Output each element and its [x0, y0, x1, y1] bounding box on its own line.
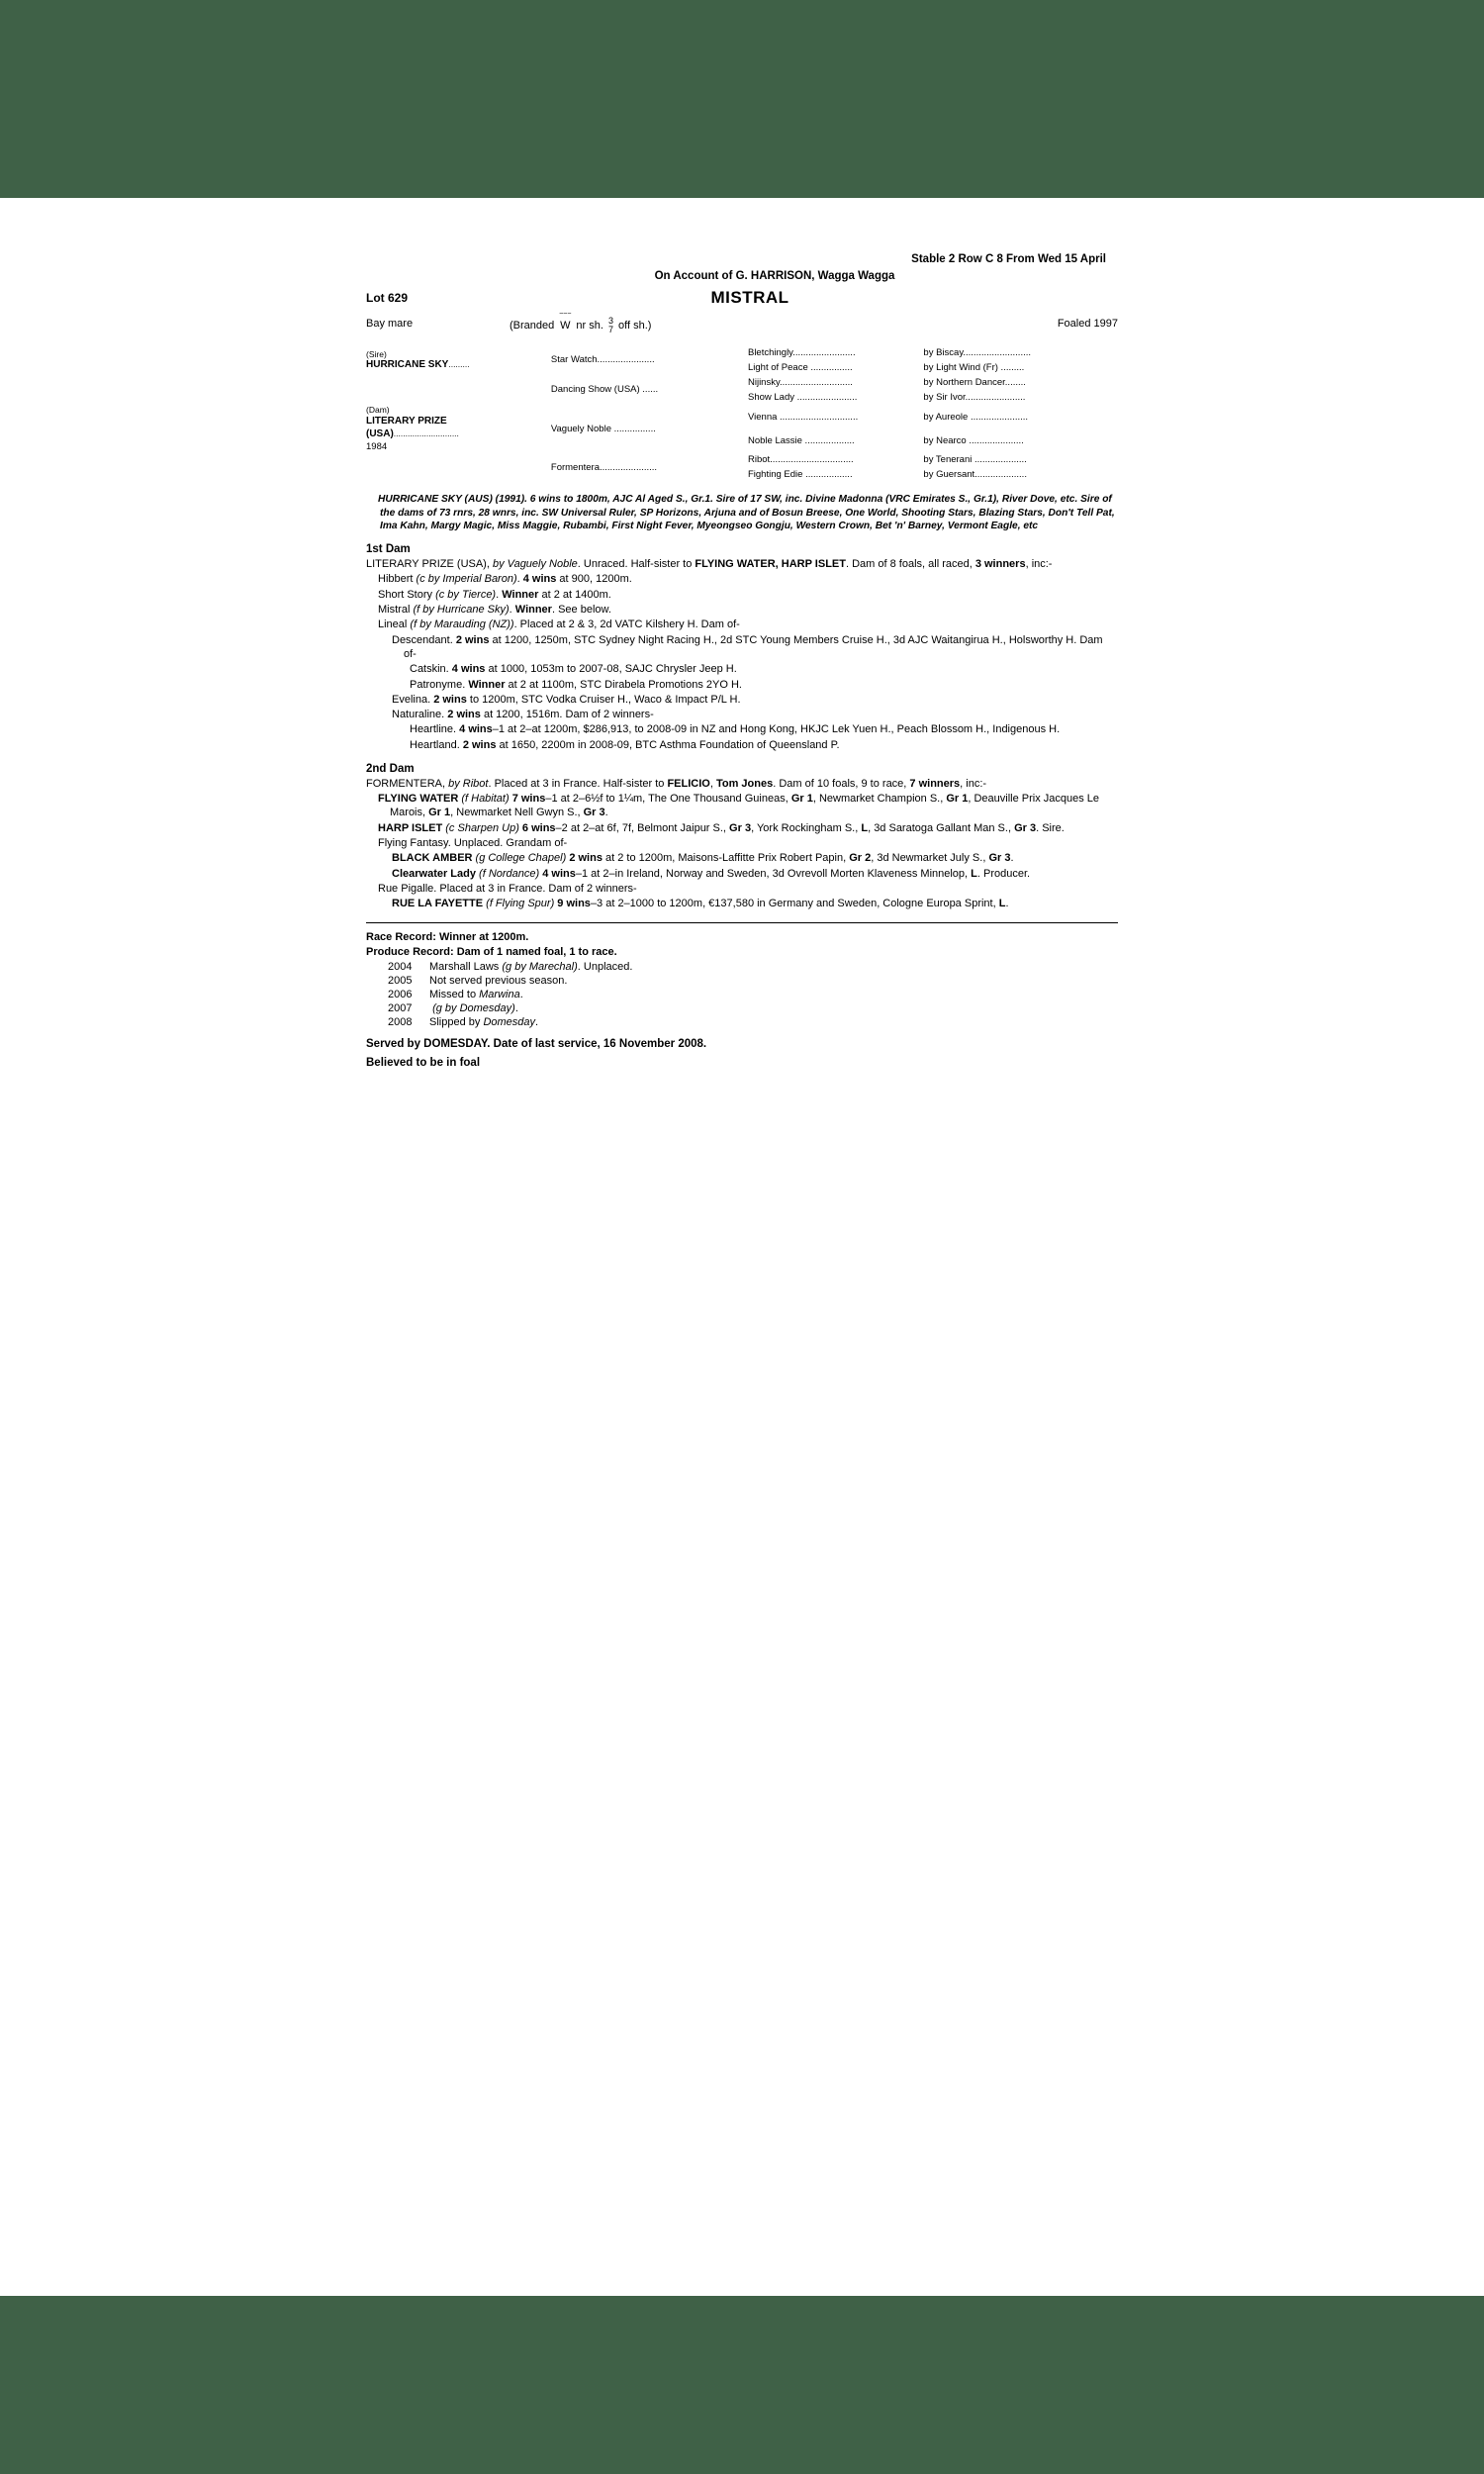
ggp-name: Ribot [747, 454, 771, 466]
pedigree-entry [366, 738, 1118, 752]
gggp-dots: .................... [974, 469, 1027, 481]
pedigree-entry [366, 867, 1118, 881]
text-run: (f by Marauding (NZ)) [410, 618, 514, 631]
first-dam-lead [366, 557, 1118, 571]
produce-year: 2004 [388, 960, 413, 973]
foaled-year: Foaled 1997 [1057, 318, 1118, 331]
text-run: –2 at 2–at 6f, 7f, Belmont Jaipur S., [555, 821, 730, 834]
dam-tag: (Dam) [366, 405, 390, 416]
produce-row [388, 1001, 1118, 1015]
ggp-cell [742, 390, 923, 405]
sire-name-dots: ......... [448, 359, 470, 370]
text-run: . [604, 807, 608, 819]
text-run: , inc:- [1025, 558, 1053, 571]
catalogue-page [0, 198, 1484, 2296]
gggp-dots: ...................... [968, 411, 1029, 423]
text-run: 7 winners [909, 777, 961, 790]
gggp-name: by Tenerani [923, 454, 973, 466]
horse-name: MISTRAL [710, 288, 789, 308]
gp-name: Star Watch [550, 354, 598, 366]
text-run: FLYING WATER, HARP ISLET [695, 558, 846, 571]
stable-line: Stable 2 Row C 8 From Wed 15 April [911, 253, 1106, 265]
text-run: LITERARY PRIZE (USA), [366, 558, 493, 571]
text-run: . [535, 1015, 539, 1028]
text-run: Hibbert [378, 573, 417, 586]
text-run: 2 wins [462, 738, 497, 751]
text-run: Gr 1 [428, 807, 451, 819]
brand-mark-top: ~~~ [559, 311, 572, 319]
ggp-name: Light of Peace [747, 361, 808, 373]
sire-tag: (Sire) [366, 348, 387, 359]
race-record-value: Winner at 1200m. [435, 931, 529, 944]
text-run: BLACK AMBER [392, 852, 476, 865]
text-run: 7 wins [511, 793, 546, 806]
dam-name2-wrap [366, 428, 541, 441]
gggp-name: by Aureole [923, 411, 969, 423]
text-run: Lineal [378, 618, 411, 631]
text-run: Catskin. [410, 663, 452, 676]
text-run: Marshall Laws [429, 960, 503, 973]
text-run: Gr 3 [988, 852, 1011, 865]
gp-dots: ...... [639, 384, 659, 396]
ggp-name: Noble Lassie [747, 434, 802, 446]
text-run: . Unraced. Half-sister to [577, 558, 696, 571]
gggp-dots: .......................... [963, 346, 1031, 358]
sire-summary: HURRICANE SKY (AUS) (1991). 6 wins to 1800m, AJC Al Aged S., Gr.1. Sire of 17 SW, inc. Divine Madonna (VRC Emirates S., Gr.1), River Dove, etc. Sire of the dams of 73 rnrs, 28 wnrs, inc. SW Universal Ruler, SP Horizons, Arjuna and of Bosun Breese, One World, Shooting Stars, Blazing Stars, Don't Tell Pat, Ima Kahn, Margy Magic, Miss Maggie, Rubambi, First Night Fever, Myeongseo Gongju, Western Crown, Bet 'n' Barney, Vermont Eagle, etc [378, 494, 1115, 531]
ggp-cell [742, 468, 923, 483]
ggp-name: Fighting Edie [747, 469, 803, 481]
text-run: at 2 at 1100m, STC Dirabela Promotions 2YO H. [505, 678, 742, 691]
text-run: . Placed at 3 in France. Half-sister to [488, 777, 668, 790]
gggp-cell [923, 345, 1118, 360]
text-run: (f Flying Spur) [486, 898, 555, 910]
pedigree-entry [366, 588, 1118, 602]
colour-sex: Bay mare [366, 318, 414, 331]
text-run: Gr 1 [946, 793, 969, 806]
text-run: (g by Marechal) [502, 960, 578, 973]
sire-dam-cell [541, 375, 742, 405]
text-run: (c by Imperial Baron) [416, 573, 517, 586]
text-run: . [509, 604, 515, 617]
table-row [366, 375, 1118, 390]
text-run: L [998, 898, 1006, 910]
produce-year: 2005 [388, 974, 413, 987]
text-run: by Vaguely Noble [492, 558, 578, 571]
ggp-dots: ............................ [780, 376, 853, 388]
produce-record-label: Produce Record: [366, 946, 454, 959]
ggp-name: Show Lady [747, 391, 794, 403]
dam-name-dots: ............................ [393, 428, 459, 439]
text-run: . [1010, 852, 1014, 865]
gp-name: Vaguely Noble [550, 423, 611, 434]
text-run: 4 wins [542, 867, 576, 880]
text-run: Domesday [483, 1015, 536, 1028]
ggp-name: Bletchingly [747, 346, 793, 358]
text-run: –3 at 2–1000 to 1200m, €137,580 in Germany and Sweden, Cologne Europa Sprint, [590, 898, 999, 910]
text-run: at 1200, 1250m, STC Sydney Night Racing H., 2d STC Young Members Cruise H., 3d AJC Waitangirua H., Holsworthy H. Dam of- [404, 633, 1103, 660]
text-run: Gr 2 [849, 852, 872, 865]
produce-year: 2008 [388, 1015, 413, 1028]
text-run: Naturaline. [392, 709, 448, 721]
text-run: Gr 3 [1014, 821, 1037, 834]
in-foal-line: Believed to be in foal [366, 1056, 481, 1069]
brand-fraction-num: 3 [607, 316, 613, 327]
ggp-cell [742, 345, 923, 360]
text-run: FLYING WATER [378, 793, 462, 806]
text-run: (f Habitat) [461, 793, 510, 806]
text-run: Gr 1 [790, 793, 813, 806]
pedigree-entry [366, 851, 1118, 865]
text-run: Gr 3 [729, 821, 752, 834]
description-row [366, 311, 1118, 335]
text-run: Winner [468, 678, 506, 691]
gggp-cell [923, 390, 1118, 405]
text-run: (c Sharpen Up) [445, 821, 519, 834]
ggp-dots: .................. [802, 469, 853, 481]
pedigree-entry [366, 572, 1118, 586]
lot-number: Lot 629 [366, 291, 409, 306]
ggp-dots: ....................... [794, 391, 858, 403]
text-run: Heartline. [410, 723, 460, 736]
gggp-cell [923, 429, 1118, 453]
gggp-name: by Light Wind (Fr) [923, 361, 998, 373]
race-record-label: Race Record: [366, 931, 436, 944]
dam-sire-cell [541, 405, 742, 453]
text-run: by Ribot [448, 777, 489, 790]
produce-rows [366, 960, 1118, 1029]
text-run: , 3d Newmarket July S., [871, 852, 989, 865]
text-run: HARP ISLET [378, 821, 446, 834]
gggp-name: by Guersant [923, 469, 975, 481]
gggp-dots: ....................... [965, 391, 1026, 403]
dam-name: LITERARY PRIZE [366, 416, 447, 428]
pedigree-entry [366, 662, 1118, 676]
gggp-dots: ......... [997, 361, 1025, 373]
brand-description [510, 311, 652, 335]
gp-dots: ................ [610, 423, 656, 434]
catalogue-sheet [366, 198, 1118, 1070]
ggp-dots: ................ [807, 361, 853, 373]
text-run: at 2 at 1400m. [538, 588, 611, 601]
text-run: . Dam of 8 foals, all raced, [845, 558, 975, 571]
second-dam-title: 2nd Dam [366, 763, 415, 775]
dam-name2: (USA) [366, 428, 394, 440]
pedigree-entry [366, 821, 1118, 835]
pedigree-entry [366, 882, 1118, 896]
produce-year: 2006 [388, 988, 413, 1000]
text-run: , Deauville Prix Jacques Le Marois, [390, 793, 1100, 819]
text-run: Missed to [429, 988, 480, 1000]
text-run: 9 wins [557, 898, 591, 910]
sire-sire-cell [541, 345, 742, 375]
brand-mark [557, 311, 573, 333]
text-run: Slipped by [429, 1015, 484, 1028]
served-line: Served by DOMESDAY. Date of last service, 16 November 2008. [366, 1037, 707, 1050]
text-run: . [496, 588, 503, 601]
pedigree-entry [366, 618, 1118, 631]
text-run: –1 at 2–in Ireland, Norway and Sweden, 3d Ovrevoll Morten Klaveness Minnelop, [575, 867, 972, 880]
text-run: at 1200, 1516m. Dam of 2 winners- [480, 709, 654, 721]
pedigree-entry [366, 603, 1118, 617]
text-run: . See below. [551, 604, 611, 617]
text-run: 6 wins [521, 821, 556, 834]
text-run: at 1650, 2200m in 2008-09, BTC Asthma Foundation of Queensland P. [496, 738, 840, 751]
gp-name: Dancing Show (USA) [550, 384, 640, 396]
gggp-dots: ........ [1004, 376, 1026, 388]
dam-year: 1984 [366, 440, 388, 452]
gggp-cell [923, 453, 1118, 468]
text-run: , York Rockingham S., [751, 821, 862, 834]
text-run: 4 wins [451, 663, 486, 676]
gggp-name: by Sir Ivor [923, 391, 966, 403]
text-run: Heartland. [410, 738, 463, 751]
race-record [366, 930, 1118, 944]
text-run: 4 wins [459, 723, 493, 736]
gggp-dots: ..................... [966, 434, 1024, 446]
table-row [366, 405, 1118, 428]
text-run: . [514, 1001, 518, 1014]
text-run: Short Story [378, 588, 436, 601]
pedigree-entry [366, 792, 1118, 820]
text-run: Flying Fantasy. Unplaced. Grandam of- [378, 836, 568, 849]
second-dam-lead [366, 777, 1118, 791]
text-run: 2 wins [455, 633, 490, 646]
text-run: (f by Hurricane Sky) [413, 604, 510, 617]
text-run: , [709, 777, 716, 790]
text-run: . Unplaced. [577, 960, 633, 973]
text-run: (g by Domesday) [432, 1001, 515, 1014]
text-run: Clearwater Lady [392, 867, 480, 880]
spacer-cell [366, 375, 541, 405]
gp-dots: ...................... [600, 461, 658, 473]
ggp-name: Vienna [747, 411, 778, 423]
text-run: to 1200m, STC Vodka Cruiser H., Waco & Impact P/L H. [466, 693, 741, 706]
pedigree-entry [366, 678, 1118, 692]
gggp-name: by Northern Dancer [923, 376, 1005, 388]
text-run: –1 at 2–6½f to 1¼m, The One Thousand Guineas, [545, 793, 791, 806]
text-run: (f Nordance) [479, 867, 540, 880]
pedigree-entry [366, 722, 1118, 736]
text-run: Patronyme. [410, 678, 469, 691]
text-run: Mistral [378, 604, 414, 617]
ggp-dots: ................................ [770, 454, 854, 466]
text-run: Evelina. [392, 693, 434, 706]
text-run: Not served previous season. [429, 974, 568, 987]
text-run: (g College Chapel) [475, 852, 567, 865]
dam-cell [366, 405, 541, 453]
sire-name-wrap [366, 359, 541, 372]
brand-mid: nr sh. [576, 320, 603, 333]
text-run: at 900, 1200m. [556, 573, 632, 586]
brand-fraction-den: 7 [607, 325, 613, 335]
ggp-cell [742, 453, 923, 468]
gggp-cell [923, 405, 1118, 428]
pedigree-entry [366, 708, 1118, 721]
text-run: Winner [502, 588, 539, 601]
first-dam-entries [366, 572, 1118, 752]
text-run: L [861, 821, 869, 834]
gp-name: Formentera [550, 461, 600, 473]
produce-row [388, 974, 1118, 988]
gp-dots: ...................... [597, 354, 655, 366]
pedigree-entry [366, 897, 1118, 910]
text-run: , inc:- [960, 777, 987, 790]
dam-dam-cell [541, 453, 742, 483]
text-run: (c by Tierce) [435, 588, 497, 601]
text-run: 2 wins [433, 693, 467, 706]
brand-fraction [608, 317, 613, 334]
text-run: . [519, 988, 523, 1000]
text-run: 2 wins [569, 852, 603, 865]
gggp-name: by Biscay [923, 346, 964, 358]
gggp-dots: .................... [972, 454, 1027, 466]
brand-mark-letter: W [560, 320, 571, 333]
gggp-cell [923, 360, 1118, 375]
gggp-cell [923, 375, 1118, 390]
text-run: at 1000, 1053m to 2007-08, SAJC Chrysler Jeep H. [485, 663, 737, 676]
text-run: . Producer. [976, 867, 1031, 880]
pedigree-table [366, 345, 1118, 483]
table-row [366, 345, 1118, 360]
lot-row [366, 287, 1118, 311]
text-run: . Placed at 2 & 3, 2d VATC Kilshery H. Dam of- [513, 618, 740, 631]
text-run: 3 winners [974, 558, 1026, 571]
ggp-cell [742, 405, 923, 428]
sire-name: HURRICANE SKY [366, 359, 449, 371]
text-run: . Sire. [1036, 821, 1065, 834]
ggp-cell [742, 360, 923, 375]
ggp-name: Nijinsky [747, 376, 781, 388]
produce-row [388, 1015, 1118, 1029]
second-dam-entries [366, 792, 1118, 910]
text-run: –1 at 2–at 1200m, $286,913, to 2008-09 in NZ and Hong Kong, HKJC Lek Yuen H., Peach Blossom H., Indigenous H. [492, 723, 1061, 736]
produce-year: 2007 [388, 1001, 413, 1014]
text-run: . Dam of 10 foals, 9 to race, [773, 777, 910, 790]
text-run: . [1005, 898, 1009, 910]
account-line: On Account of G. HARRISON, Wagga Wagga [654, 269, 895, 282]
gggp-name: by Nearco [923, 434, 967, 446]
sire-cell [366, 345, 541, 375]
brand-suffix: off sh.) [618, 320, 652, 333]
text-run: 2 wins [447, 709, 481, 721]
text-run: Gr 3 [583, 807, 605, 819]
text-run: , Newmarket Nell Gwyn S., [450, 807, 584, 819]
text-run: Winner [514, 604, 552, 617]
text-run: FELICIO [667, 777, 710, 790]
ggp-dots: ................... [801, 434, 855, 446]
ggp-cell [742, 429, 923, 453]
text-run: at 2 to 1200m, Maisons-Laffitte Prix Robert Papin, [602, 852, 850, 865]
text-run: Tom Jones [715, 777, 774, 790]
divider [366, 922, 1118, 923]
brand-prefix: (Branded [510, 320, 555, 333]
text-run: 4 wins [522, 573, 557, 586]
pedigree-entry [366, 836, 1118, 850]
text-run: , Newmarket Champion S., [812, 793, 947, 806]
text-run: RUE LA FAYETTE [392, 898, 487, 910]
gggp-cell [923, 468, 1118, 483]
pedigree-entry [366, 693, 1118, 707]
pedigree-entry [366, 633, 1118, 662]
text-run: . [516, 573, 523, 586]
produce-record-value: Dam of 1 named foal, 1 to race. [453, 946, 617, 959]
ggp-dots: ........................ [792, 346, 856, 358]
produce-row [388, 988, 1118, 1001]
text-run: L [971, 867, 977, 880]
ggp-cell [742, 375, 923, 390]
text-run: FORMENTERA, [366, 777, 449, 790]
text-run: Descendant. [392, 633, 456, 646]
table-row [366, 453, 1118, 468]
produce-record [366, 945, 1118, 959]
text-run: , 3d Saratoga Gallant Man S., [868, 821, 1015, 834]
spacer-cell [366, 453, 541, 483]
text-run: Marwina [479, 988, 520, 1000]
produce-row [388, 960, 1118, 974]
first-dam-title: 1st Dam [366, 543, 411, 556]
ggp-dots: .............................. [777, 411, 859, 423]
text-run: Rue Pigalle. Placed at 3 in France. Dam of 2 winners- [378, 882, 637, 895]
